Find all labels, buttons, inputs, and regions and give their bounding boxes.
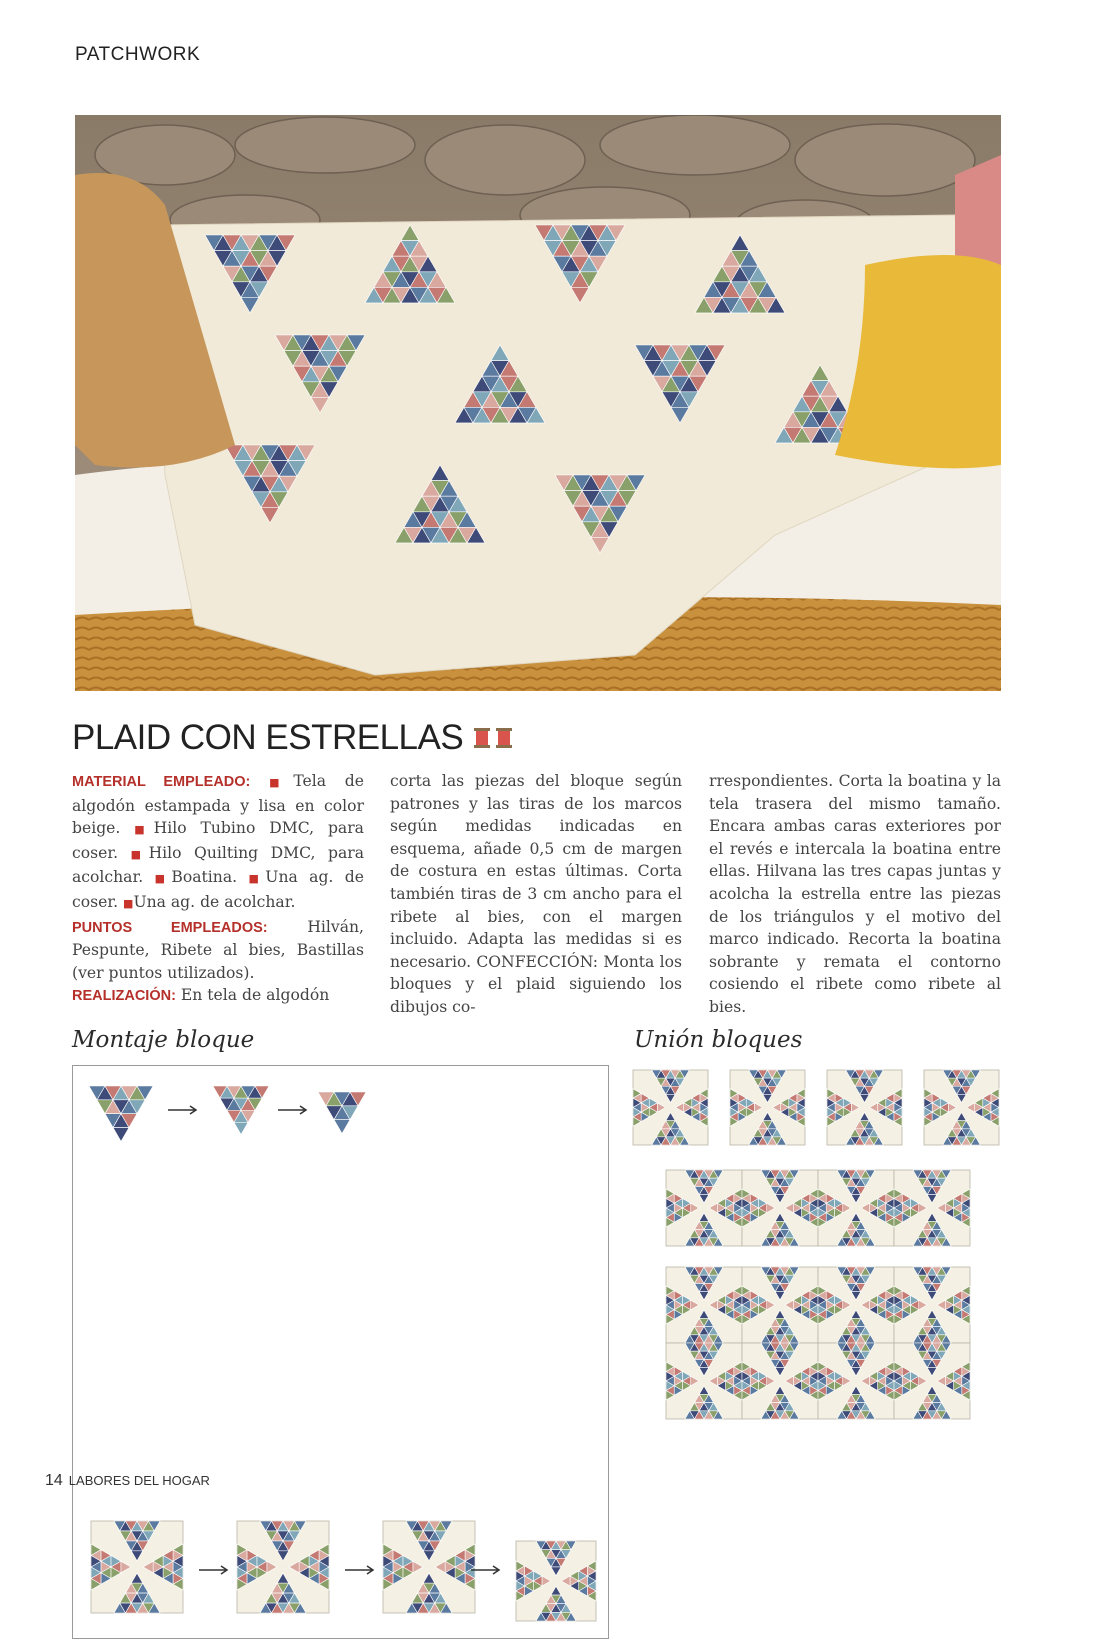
quilt-photo <box>75 115 1001 691</box>
material-item: Hilo Quilting DMC, para acolchar. <box>72 843 364 887</box>
patch-triangle <box>334 1120 350 1134</box>
difficulty-spools-icon <box>473 727 513 749</box>
text-column-3 <box>709 770 1001 1019</box>
patch-triangle <box>113 1128 129 1142</box>
text-column-1 <box>72 770 364 1008</box>
material-item: Una ag. de coser. <box>72 868 364 911</box>
montaje-diagram-art <box>73 1066 608 1638</box>
material-item: Una ag. de acolchar. <box>133 892 296 911</box>
bullet-icon: ■ <box>154 872 172 886</box>
union-diagram <box>630 1065 1002 1425</box>
magazine-name: LABORES DEL HOGAR <box>68 1473 210 1488</box>
arrow-icon <box>199 1566 227 1574</box>
column-3-text: rrespondientes. Corta la boatina y la tela trasera del mismo tamaño. Encara ambas caras exteriores por el revés e intercala la boatina entre ellas. Hilvana las tres capas juntas y acolcha la estrella entre las piezas de los triángulos y el motivo del marco indicado. Recorta la boatina sobrante y remata el contorno cosiendo el ribete como ribete al bies. <box>709 772 1001 1016</box>
bullet-icon: ■ <box>134 823 154 837</box>
arrow-icon <box>278 1106 306 1114</box>
material-item: Tela de algodón estampada y lisa en color beige. <box>72 772 364 838</box>
material-item: Hilo Tubino DMC, para coser. <box>72 819 364 862</box>
union-title: Unión bloques <box>634 1027 803 1053</box>
puntos-text: Hilván, Pespunte, Ribete al bies, Bastillas (ver puntos utilizados). <box>72 917 364 982</box>
section-label: PATCHWORK <box>75 44 201 65</box>
realizacion-text: En tela de algodón <box>180 986 330 1005</box>
realizacion-label: REALIZACIÓN: <box>72 988 176 1005</box>
bullet-icon: ■ <box>248 872 266 886</box>
bullet-icon: ■ <box>130 847 149 861</box>
text-column-2 <box>390 770 682 1019</box>
puntos-label: PUNTOS EMPLEADOS: <box>72 919 268 936</box>
montaje-title: Montaje bloque <box>72 1027 255 1053</box>
column-2-text: corta las piezas del bloque según patrones y las tiras de los marcos según medidas indicadas en esquema, añade 0,5 cm de margen de costura en estas últimas. Corta también tiras de 3 cm ancho para el ribete al bies, con el margen incluido. Adapta las medidas si es necesario. CONFECCIÓN: Monta los bloques y el plaid siguiendo los dibujos co- <box>390 772 682 1016</box>
article-title <box>72 718 513 758</box>
patch-triangle <box>234 1122 248 1134</box>
arrow-icon <box>168 1106 196 1114</box>
montaje-diagram <box>72 1065 609 1639</box>
material-item: Boatina. <box>171 868 238 887</box>
arrow-icon <box>345 1566 373 1574</box>
page-footer <box>45 1472 210 1490</box>
title-text: PLAID CON ESTRELLAS <box>72 718 464 757</box>
bullet-icon: ■ <box>123 896 134 910</box>
material-label: MATERIAL EMPLEADO: <box>72 774 251 790</box>
page-number: 14 <box>45 1472 63 1489</box>
bullet-icon: ■ <box>269 776 294 789</box>
